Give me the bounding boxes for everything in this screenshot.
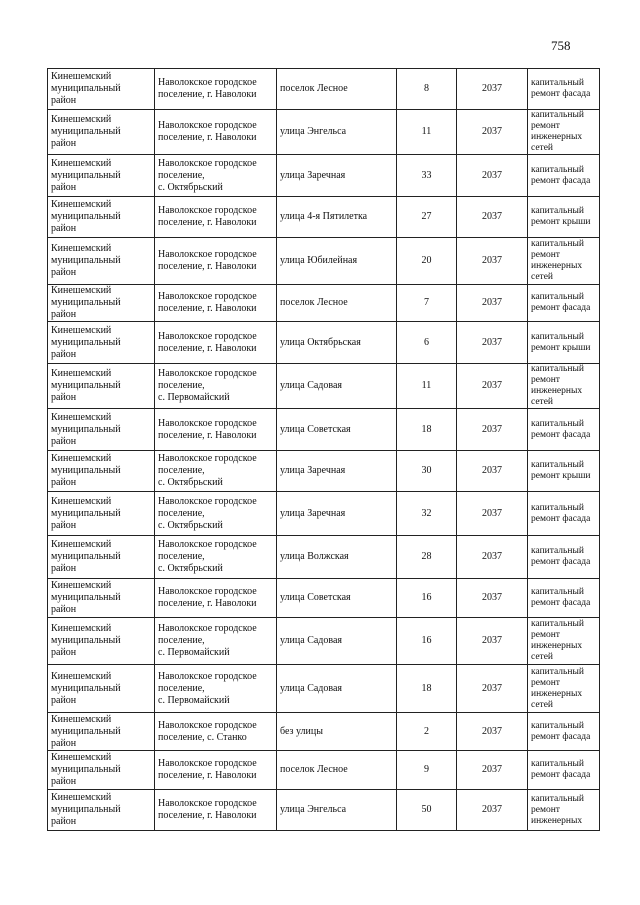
street-cell: улица Энгельса [277, 790, 397, 831]
table-row [48, 790, 600, 831]
table-body [48, 69, 600, 831]
repair-type-cell: капитальный ремонт фасада [528, 492, 600, 536]
house-number-cell: 9 [397, 751, 457, 790]
house-number-cell: 11 [397, 364, 457, 409]
table-row [48, 155, 600, 197]
year-cell: 2037 [457, 69, 528, 110]
year-cell: 2037 [457, 713, 528, 751]
year-cell: 2037 [457, 155, 528, 197]
settlement-cell: Наволокское городское поселение, с. Октябрьский [155, 492, 277, 536]
table-row [48, 69, 600, 110]
house-number-cell: 18 [397, 409, 457, 451]
district-cell: Кинешемский муниципальный район [48, 618, 155, 665]
table-row [48, 238, 600, 285]
district-cell: Кинешемский муниципальный район [48, 69, 155, 110]
repair-type-cell: капитальный ремонт инженерных сетей [528, 364, 600, 409]
house-number-cell: 50 [397, 790, 457, 831]
year-cell: 2037 [457, 110, 528, 155]
house-number-cell: 27 [397, 197, 457, 238]
repair-type-cell: капитальный ремонт фасада [528, 579, 600, 618]
table-row [48, 665, 600, 713]
settlement-cell: Наволокское городское поселение, г. Наволоки [155, 285, 277, 322]
settlement-cell: Наволокское городское поселение, г. Наволоки [155, 69, 277, 110]
table-row [48, 197, 600, 238]
repair-type-cell: капитальный ремонт фасада [528, 285, 600, 322]
street-cell: улица Садовая [277, 364, 397, 409]
year-cell: 2037 [457, 751, 528, 790]
year-cell: 2037 [457, 618, 528, 665]
street-cell: улица Заречная [277, 492, 397, 536]
year-cell: 2037 [457, 665, 528, 713]
table-row [48, 451, 600, 492]
house-number-cell: 16 [397, 618, 457, 665]
year-cell: 2037 [457, 790, 528, 831]
table-row [48, 322, 600, 364]
settlement-cell: Наволокское городское поселение, с. Первомайский [155, 364, 277, 409]
repair-type-cell: капитальный ремонт фасада [528, 155, 600, 197]
street-cell: улица Юбилейная [277, 238, 397, 285]
repair-type-cell: капитальный ремонт фасада [528, 751, 600, 790]
house-number-cell: 28 [397, 536, 457, 579]
district-cell: Кинешемский муниципальный район [48, 713, 155, 751]
repair-type-cell: капитальный ремонт инженерных сетей [528, 665, 600, 713]
year-cell: 2037 [457, 536, 528, 579]
district-cell: Кинешемский муниципальный район [48, 364, 155, 409]
year-cell: 2037 [457, 579, 528, 618]
district-cell: Кинешемский муниципальный район [48, 155, 155, 197]
street-cell: без улицы [277, 713, 397, 751]
street-cell: улица Садовая [277, 665, 397, 713]
house-number-cell: 18 [397, 665, 457, 713]
settlement-cell: Наволокское городское поселение, г. Наволоки [155, 322, 277, 364]
repair-type-cell: капитальный ремонт фасада [528, 409, 600, 451]
house-number-cell: 16 [397, 579, 457, 618]
district-cell: Кинешемский муниципальный район [48, 110, 155, 155]
district-cell: Кинешемский муниципальный район [48, 536, 155, 579]
street-cell: улица Заречная [277, 155, 397, 197]
year-cell: 2037 [457, 409, 528, 451]
table-row [48, 713, 600, 751]
year-cell: 2037 [457, 197, 528, 238]
repair-type-cell: капитальный ремонт фасада [528, 536, 600, 579]
street-cell: поселок Лесное [277, 69, 397, 110]
repair-type-cell: капитальный ремонт крыши [528, 197, 600, 238]
housing-repair-table [47, 68, 600, 831]
year-cell: 2037 [457, 492, 528, 536]
street-cell: поселок Лесное [277, 751, 397, 790]
street-cell: поселок Лесное [277, 285, 397, 322]
repair-type-cell: капитальный ремонт инженерных [528, 790, 600, 831]
settlement-cell: Наволокское городское поселение, с. Первомайский [155, 665, 277, 713]
repair-type-cell: капитальный ремонт инженерных сетей [528, 238, 600, 285]
district-cell: Кинешемский муниципальный район [48, 451, 155, 492]
house-number-cell: 8 [397, 69, 457, 110]
table-row [48, 409, 600, 451]
repair-type-cell: капитальный ремонт крыши [528, 451, 600, 492]
house-number-cell: 2 [397, 713, 457, 751]
house-number-cell: 32 [397, 492, 457, 536]
district-cell: Кинешемский муниципальный район [48, 238, 155, 285]
house-number-cell: 33 [397, 155, 457, 197]
table-row [48, 285, 600, 322]
district-cell: Кинешемский муниципальный район [48, 492, 155, 536]
table-row [48, 492, 600, 536]
year-cell: 2037 [457, 285, 528, 322]
settlement-cell: Наволокское городское поселение, с. Октябрьский [155, 155, 277, 197]
settlement-cell: Наволокское городское поселение, с. Октябрьский [155, 451, 277, 492]
street-cell: улица Волжская [277, 536, 397, 579]
district-cell: Кинешемский муниципальный район [48, 285, 155, 322]
street-cell: улица Заречная [277, 451, 397, 492]
district-cell: Кинешемский муниципальный район [48, 579, 155, 618]
district-cell: Кинешемский муниципальный район [48, 751, 155, 790]
repair-type-cell: капитальный ремонт инженерных сетей [528, 110, 600, 155]
settlement-cell: Наволокское городское поселение, с. Станко [155, 713, 277, 751]
repair-type-cell: капитальный ремонт фасада [528, 713, 600, 751]
settlement-cell: Наволокское городское поселение, г. Наволоки [155, 579, 277, 618]
repair-type-cell: капитальный ремонт фасада [528, 69, 600, 110]
district-cell: Кинешемский муниципальный район [48, 322, 155, 364]
repair-type-cell: капитальный ремонт крыши [528, 322, 600, 364]
repair-type-cell: капитальный ремонт инженерных сетей [528, 618, 600, 665]
table-row [48, 618, 600, 665]
street-cell: улица Советская [277, 579, 397, 618]
district-cell: Кинешемский муниципальный район [48, 790, 155, 831]
year-cell: 2037 [457, 322, 528, 364]
settlement-cell: Наволокское городское поселение, г. Наволоки [155, 197, 277, 238]
street-cell: улица 4-я Пятилетка [277, 197, 397, 238]
district-cell: Кинешемский муниципальный район [48, 665, 155, 713]
settlement-cell: Наволокское городское поселение, г. Наволоки [155, 790, 277, 831]
table-row [48, 536, 600, 579]
district-cell: Кинешемский муниципальный район [48, 409, 155, 451]
house-number-cell: 30 [397, 451, 457, 492]
house-number-cell: 20 [397, 238, 457, 285]
page-number: 758 [551, 38, 571, 53]
settlement-cell: Наволокское городское поселение, г. Наволоки [155, 238, 277, 285]
year-cell: 2037 [457, 238, 528, 285]
settlement-cell: Наволокское городское поселение, г. Наволоки [155, 409, 277, 451]
settlement-cell: Наволокское городское поселение, с. Первомайский [155, 618, 277, 665]
house-number-cell: 7 [397, 285, 457, 322]
year-cell: 2037 [457, 364, 528, 409]
street-cell: улица Садовая [277, 618, 397, 665]
settlement-cell: Наволокское городское поселение, г. Наволоки [155, 751, 277, 790]
street-cell: улица Советская [277, 409, 397, 451]
street-cell: улица Энгельса [277, 110, 397, 155]
district-cell: Кинешемский муниципальный район [48, 197, 155, 238]
settlement-cell: Наволокское городское поселение, с. Октябрьский [155, 536, 277, 579]
table-row [48, 110, 600, 155]
house-number-cell: 6 [397, 322, 457, 364]
table-row [48, 364, 600, 409]
settlement-cell: Наволокское городское поселение, г. Наволоки [155, 110, 277, 155]
year-cell: 2037 [457, 451, 528, 492]
house-number-cell: 11 [397, 110, 457, 155]
street-cell: улица Октябрьская [277, 322, 397, 364]
table-row [48, 579, 600, 618]
table-row [48, 751, 600, 790]
